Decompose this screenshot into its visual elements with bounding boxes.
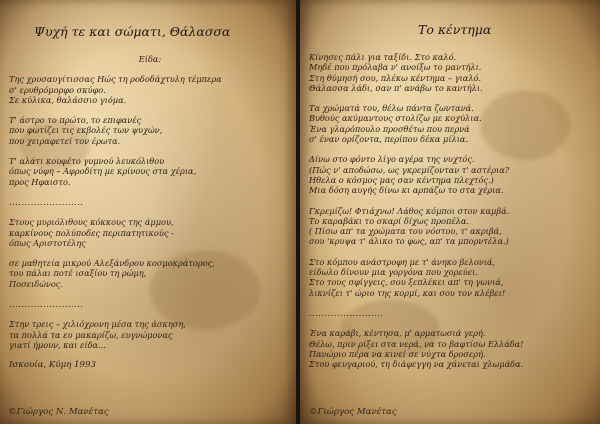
poem-line: σ' ερυθρόμορφο σκύφο. bbox=[9, 84, 106, 95]
poem-line: Τα χρώματά του, θέλω πάντα ζωντανά. bbox=[309, 103, 474, 114]
poem-line: που χειραφετεί τον έρωτα. bbox=[9, 135, 121, 146]
stanza-list bbox=[9, 74, 291, 350]
poem-stanza bbox=[9, 258, 291, 289]
poem-line: όπως Αριστοτέλης bbox=[9, 237, 86, 248]
poem-line: Τ' άστρο το πρώτο, το επιφανές bbox=[9, 115, 142, 126]
poem-line: Στο κόμπου ανάστροφη με τ' άνηκο βελονιά, bbox=[309, 256, 496, 267]
poem-line: σου 'κρυψα τ' άλικο το φως, απ' τα μπορντέλα.) bbox=[309, 236, 509, 247]
poem-stanza bbox=[9, 217, 291, 248]
poem-line: Πανώριο πέρα να κινεί σε νύχτα δροσερή. bbox=[309, 348, 486, 359]
poem-line: Στο τους σφίγγεις, σου ξεπλέκει απ' τη γωνιά, bbox=[309, 277, 504, 288]
poem-line: Στη θύμησή σου, πλέκω κέντημα – γιαλό. bbox=[309, 72, 482, 83]
poem-line: σε μαθητεία μικρού Αλεξάνδρου κοσμοκράτορος, bbox=[9, 258, 215, 269]
poem-line: γιατί ήμουν, και είδα... bbox=[9, 339, 106, 350]
poem-body bbox=[309, 52, 595, 379]
poem-line: Κίνησες πάλι για ταξίδι. Στο καλό. bbox=[309, 52, 457, 62]
poem-stanza bbox=[9, 74, 291, 105]
poem-line: ........................ bbox=[9, 299, 84, 310]
poem-line: που φωτίζει τις εκβολές των ψυχών, bbox=[9, 125, 163, 136]
stanza-list bbox=[309, 52, 595, 369]
poem-stanza bbox=[309, 103, 595, 144]
left-page bbox=[0, 0, 296, 424]
poem-line: Μια δόση αυγής δίνω κι αρπάζω το στα χέρια. bbox=[309, 185, 504, 196]
poem-line: καρκίνους πολύποδες περιπατητικούς - bbox=[9, 227, 174, 238]
poem-line: (Πώς ν' αποδώσω, ως γκρεμίζονταν τ' αστέρια? bbox=[309, 164, 510, 175]
signature: ©Γιώργος Ν. Μανέτας bbox=[8, 407, 109, 417]
poem-line: ( Πίσω απ' τα χρώματα του νόστου, τ' ακριβά, bbox=[309, 226, 502, 237]
poem-line: Ένα καράβι, κέντησα, μ' αρματωσιά γερή. bbox=[309, 328, 486, 339]
place-date: Ισκουία, Κύμη 1993 bbox=[9, 360, 96, 371]
poem-stanza bbox=[309, 328, 595, 369]
poem-line: Βυθούς ακύμαντους στολίζω με κοχύλια. bbox=[309, 113, 482, 124]
poem-stanza bbox=[9, 156, 291, 187]
poem-line: Ποσειδώνος. bbox=[9, 278, 63, 289]
signature: ©Γιώργος Μανέτας bbox=[309, 407, 397, 417]
poem-line: του πάλαι ποτέ ισαξίου τη ρώμη, bbox=[9, 268, 147, 279]
poem-line: Της χρυσαυγίτισσας Ηώς τη ροδοδάχτυλη τέμπερα bbox=[9, 74, 222, 85]
poem-line: σ' έναν ορίζοντα, περίπου δέκα μίλια. bbox=[309, 134, 469, 145]
poem-line: λικνίζει τ' ώριο της κορμί, και σου τον κλέβει! bbox=[309, 287, 506, 298]
poem-body bbox=[9, 54, 291, 371]
poem-line: ........................ bbox=[309, 307, 384, 318]
poem-line: Σε κύλικα, θαλάσσιο γιόμα. bbox=[9, 94, 127, 105]
poem-line: τα πολλά τα ευ μακαρίζω, ευγνώμονας bbox=[9, 329, 173, 340]
poem-line: Στου φευγαριού, τη διάφεγγη να χάνεται χλωμάδα. bbox=[309, 359, 524, 370]
poem-line: Στην τρεις – χιλιόχρονη μέσα της άσκηση, bbox=[9, 319, 186, 330]
poem-line: Τ' αλάτι κουφέτο γυμνού λευκόλιθου bbox=[9, 156, 165, 167]
poem-line: ........................ bbox=[9, 196, 84, 207]
poem-line: όπως νύφη – Αφροδίτη με κρίνους στα χέρια, bbox=[9, 166, 197, 177]
poem-title: Το κέντημα bbox=[418, 22, 492, 37]
poem-line: Ηθελα ο κόσμος μας σαν κέντημα πλεχτός.) bbox=[309, 174, 494, 185]
poem-stanza bbox=[309, 52, 595, 93]
poem-line: Στους μυριόλιθους κόκκους της άμμου, bbox=[9, 217, 174, 228]
poem-line: Γκρεμίζω! Φτιάχνω! Λάθος κόμποι στον καμβά. bbox=[309, 205, 510, 216]
poem-line: Ένα γλαρόπουλο προσθέτω που περνά bbox=[309, 123, 470, 134]
poem-stanza bbox=[309, 206, 595, 247]
poem-line: Θέλω, πριν ρίξει στα νερά, να το βαφτίσω Ελλάδα! bbox=[309, 338, 524, 349]
poem-line: Δίνω στο φόντο λίγο αγέρα της νυχτός. bbox=[309, 154, 475, 165]
poem-stanza bbox=[309, 308, 595, 318]
poem-line: Θάλασσα λάδι, σαν π' ανάβω το καντήλι. bbox=[309, 82, 483, 93]
poem-stanza bbox=[9, 299, 291, 309]
poem-stanza bbox=[309, 257, 595, 298]
poem-epigraph: Είδα: bbox=[138, 54, 162, 64]
poem-stanza bbox=[9, 115, 291, 146]
poem-line: προς Ηφαιστο. bbox=[9, 176, 71, 187]
poem-stanza bbox=[9, 197, 291, 207]
poem-line: είδωλο δίνουν μια γοργόνα που χορεύει. bbox=[309, 267, 478, 278]
poem-stanza bbox=[9, 319, 291, 350]
poem-title: Ψυχή τε και σώματι, Θάλασσα bbox=[34, 24, 231, 39]
poem-line: Μηδέ που πρόλαβα ν' ανοίξω το μαντήλι. bbox=[309, 62, 482, 73]
poem-stanza bbox=[309, 154, 595, 195]
poem-line: Το καραβάκι το σκαρί δίχως προπέλα. bbox=[309, 215, 470, 226]
right-page bbox=[300, 0, 600, 424]
